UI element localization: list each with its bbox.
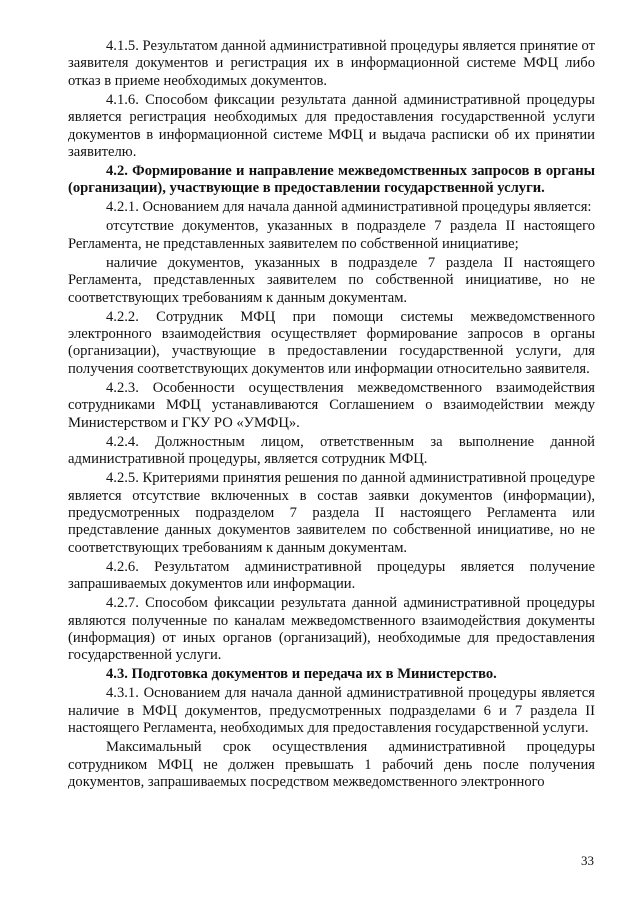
- paragraph-4-2-7: 4.2.7. Способом фиксации результата данной административной процедуры являются полученные по каналам межведомственного взаимодействия документы (информация) от иных органов (организаций), необходимые для предоставления государственной услуги.: [68, 595, 595, 664]
- paragraph-presence-of-documents: наличие документов, указанных в подразделе 7 раздела II настоящего Регламента, представленных заявителем по собственной инициативе, но не соответствующих требованиям к данным документам.: [68, 254, 595, 306]
- paragraph-absence-of-documents: отсутствие документов, указанных в подразделе 7 раздела II настоящего Регламента, не представленных заявителем по собственной инициативе;: [68, 218, 595, 252]
- page-number: 33: [581, 853, 594, 868]
- paragraph-4-2-1: 4.2.1. Основанием для начала данной административной процедуры является:: [106, 199, 592, 216]
- paragraph-max-term: Максимальный срок осуществления административной процедуры сотрудником МФЦ не должен превышать 1 рабочий день после получения документов, запрашиваемых посредством межведомственного электронного: [68, 739, 595, 790]
- paragraph-4-2-2: 4.2.2. Сотрудник МФЦ при помощи системы межведомственного электронного взаимодействия осуществляет формирование запросов в органы (организации), участвующие в предоставлении государственной услуги, для получения соответствующих документов или информации относительно заявителя.: [68, 308, 595, 377]
- paragraph-4-2-4: 4.2.4. Должностным лицом, ответственным за выполнение данной административной процедуры, является сотрудник МФЦ.: [68, 433, 595, 468]
- section-heading-4-3: 4.3. Подготовка документов и передача их в Министерство.: [106, 666, 497, 683]
- paragraph-4-2-5: 4.2.5. Критериями принятия решения по данной административной процедуре является отсутствие включенных в состав заявки документов (информации), предусмотренных подразделом 7 раздела II настоящего Регламента или представление данных документов заявителем по собственной инициативе, но не соответствующих требованиям к данным документам.: [68, 470, 595, 556]
- section-heading-4-2: 4.2. Формирование и направление межведомственных запросов в органы (организации), участвующие в предоставлении государственной услуги.: [68, 163, 595, 197]
- document-body: [68, 38, 595, 793]
- paragraph-4-1-6: 4.1.6. Способом фиксации результата данной административной процедуры является регистрация необходимых для предоставления государственной услуги документов в информационной системе МФЦ и выдача расписки об их принятии заявителю.: [68, 91, 595, 161]
- paragraph-4-3-1: 4.3.1. Основанием для начала данной административной процедуры является наличие в МФЦ документов, предусмотренных подразделами 6 и 7 раздела II настоящего Регламента, необходимых для предоставления государственной услуги.: [68, 685, 595, 737]
- paragraph-4-2-3: 4.2.3. Особенности осуществления межведомственного взаимодействия сотрудниками МФЦ устанавливаются Соглашением о взаимодействии между Министерством и ГКУ РО «УМФЦ».: [68, 379, 595, 431]
- paragraph-4-2-6: 4.2.6. Результатом административной процедуры является получение запрашиваемых документов или информации.: [68, 558, 595, 593]
- paragraph-4-1-5: 4.1.5. Результатом данной административной процедуры является принятие от заявителя документов и регистрация их в информационной системе МФЦ либо отказ в приеме необходимых документов.: [68, 38, 595, 89]
